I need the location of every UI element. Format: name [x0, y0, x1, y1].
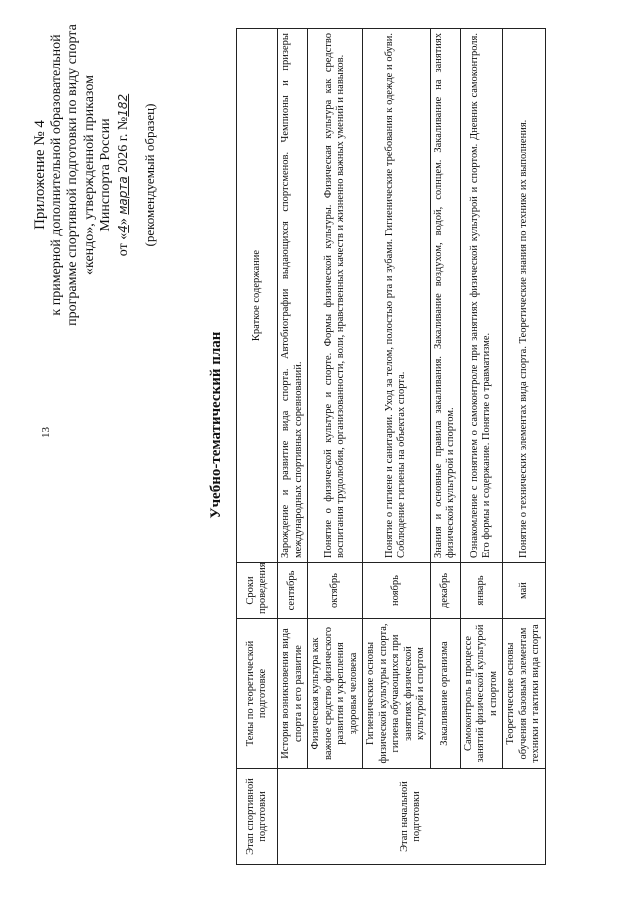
- date-prefix: от «: [115, 232, 131, 257]
- date-sep: »: [115, 218, 131, 226]
- appendix-line-3: «кендо», утвержденной приказом: [81, 75, 97, 275]
- table-row: [460, 29, 503, 865]
- date-number: 182: [115, 93, 130, 117]
- table-row: [363, 29, 431, 865]
- header-content: Краткое содержание: [237, 29, 278, 563]
- header-stage: Этап спортивной подготовки: [237, 769, 278, 865]
- topic-cell: История возникновения вида спорта и его развитие: [278, 619, 308, 769]
- term-cell: октябрь: [308, 563, 363, 619]
- appendix-line-4: Минспорта России: [98, 118, 113, 232]
- content-cell: Ознакомление с понятием о самоконтроле при занятиях физической культурой и спортом. Дневник самоконтроля. Его формы и содержание. Понятие о травматизме.: [460, 29, 503, 563]
- appendix-date-line: [115, 15, 133, 335]
- appendix-title: Приложение № 4: [32, 120, 48, 230]
- page-number: 13: [40, 427, 52, 438]
- table-row: [308, 29, 363, 865]
- term-cell: ноябрь: [363, 563, 431, 619]
- content-cell: Знания и основные правила закаливания. Закаливание воздухом, водой, солнцем. Закаливание на занятиях физической культурой и спортом.: [430, 29, 460, 563]
- topic-cell: Самоконтроль в процессе занятий физической культурой и спортом: [460, 619, 503, 769]
- term-cell: декабрь: [430, 563, 460, 619]
- sample-note: (рекомендуемый образец): [142, 103, 157, 247]
- date-day: 4: [115, 225, 130, 233]
- appendix-line-2: программе спортивной подготовки по виду спорта: [65, 24, 80, 326]
- header-term: Сроки проведения: [237, 563, 278, 619]
- appendix-header: [32, 15, 159, 335]
- date-month: марта: [115, 176, 130, 215]
- content-cell: Понятие о физической культуре и спорте. Формы физической культуры. Физическая культура как средство воспитания трудолюбия, организованности, воли, нравственных качеств и жизненно важных умений и навыков.: [308, 29, 363, 563]
- table-header-row: [237, 29, 278, 865]
- topic-cell: Теоретические основы обучения базовым элементам техники и тактики вида спорта: [503, 619, 546, 769]
- content-cell: Понятие о гигиене и санитарии. Уход за телом, полостью рта и зубами. Гигиенические требования к одежде и обуви. Соблюдение гигиены на объектах спорта.: [363, 29, 431, 563]
- content-cell: Понятие о технических элементах вида спорта. Теоретические знания по технике их выполнения.: [503, 29, 546, 563]
- stage-cell: Этап начальной подготовки: [278, 769, 546, 865]
- topic-cell: Гигиенические основы физической культуры и спорта, гигиена обучающихся при занятиях физической культурой и спортом: [363, 619, 431, 769]
- table-row: [278, 29, 308, 865]
- header-topic: Темы по теоретической подготовке: [237, 619, 278, 769]
- topic-cell: Закаливание организма: [430, 619, 460, 769]
- table-row: [430, 29, 460, 865]
- date-year: 2026 г. №: [115, 116, 131, 173]
- plan-title: Учебно-тематический план: [208, 331, 224, 519]
- table-row: [503, 29, 546, 865]
- term-cell: январь: [460, 563, 503, 619]
- topic-cell: Физическая культура как важное средство физического развития и укрепления здоровья человека: [308, 619, 363, 769]
- appendix-line-1: к примерной дополнительной образовательной: [48, 34, 64, 316]
- term-cell: сентябрь: [278, 563, 308, 619]
- term-cell: май: [503, 563, 546, 619]
- plan-table: [236, 28, 546, 865]
- content-cell: Зарождение и развитие вида спорта. Автобиографии выдающихся спортсменов. Чемпионы и призеры международных спортивных соревнований.: [278, 29, 308, 563]
